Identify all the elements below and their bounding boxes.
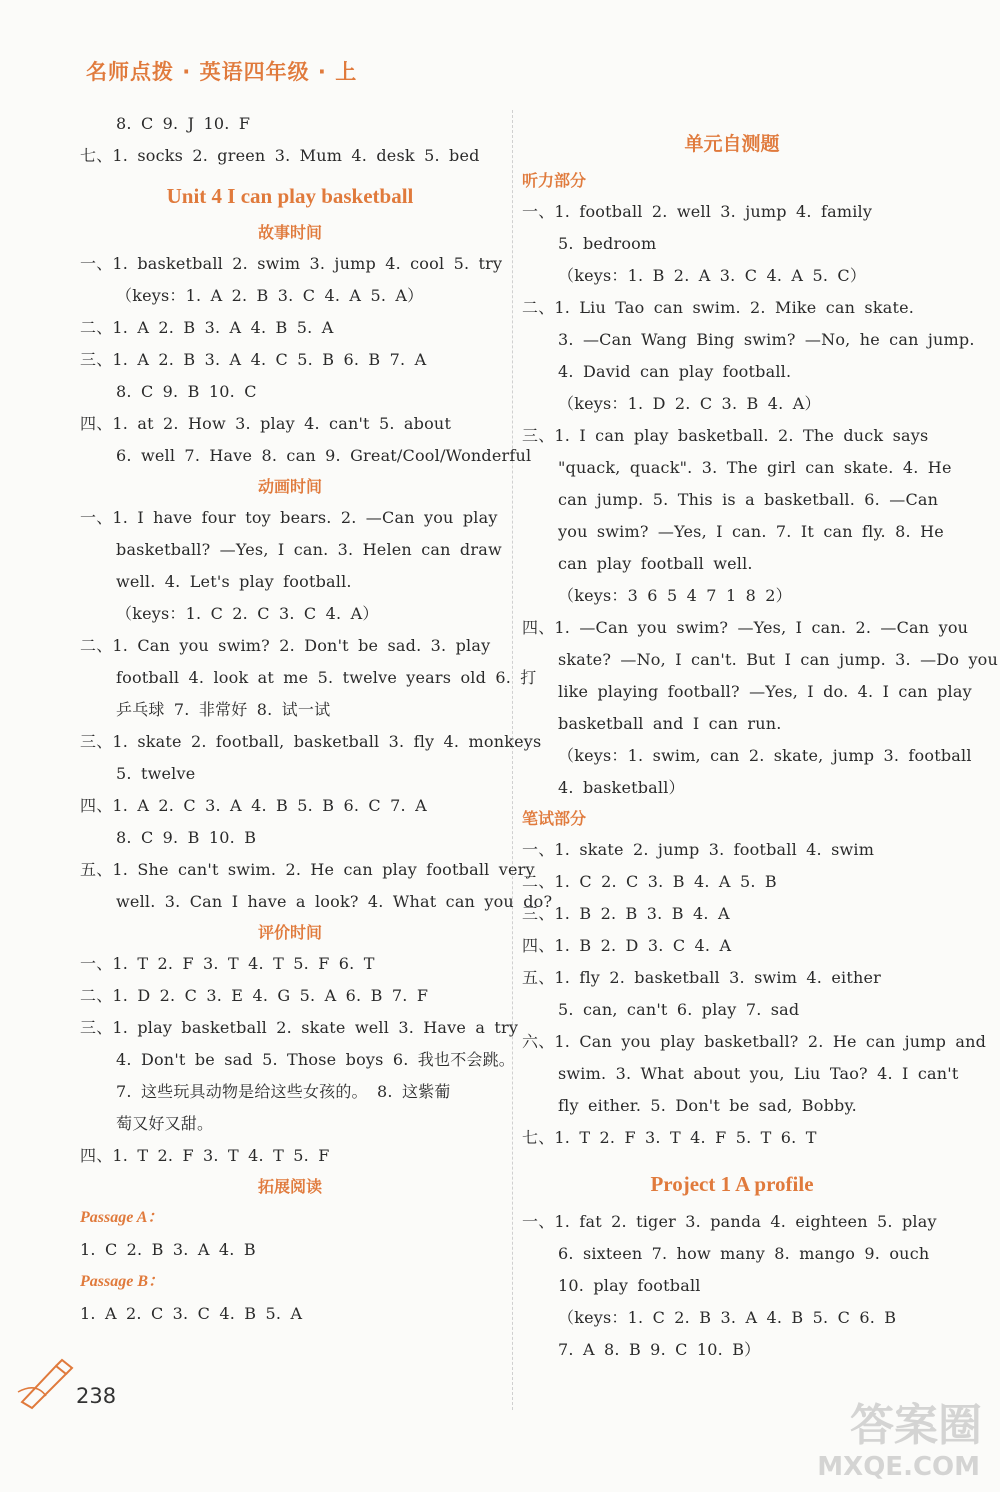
answer-line: 5. twelve — [116, 764, 196, 783]
watermark-logo: 答案圈 — [850, 1400, 982, 1451]
answer-line: 一、1. T 2. F 3. T 4. T 5. F 6. T — [80, 954, 375, 973]
answer-line: 三、1. skate 2. football, basketball 3. fly 4. monkeys — [80, 732, 542, 751]
answer-line: basketball and I can run. — [558, 714, 782, 733]
unit-test-title: 单元自测题 — [684, 133, 780, 155]
answer-line: 二、1. D 2. C 3. E 4. G 5. A 6. B 7. F — [80, 986, 429, 1005]
answer-line: 1. A 2. C 3. C 4. B 5. A — [80, 1304, 303, 1323]
answer-line: 六、1. Can you play basketball? 2. He can jump and — [522, 1032, 987, 1051]
answer-line: 5. bedroom — [558, 234, 657, 253]
answer-line: 七、1. socks 2. green 3. Mum 4. desk 5. bed — [80, 146, 480, 165]
answer-keys: 4. basketball） — [558, 778, 685, 797]
answer-line: 4. David can play football. — [558, 362, 792, 381]
answer-line: 萄又好又甜。 — [116, 1114, 214, 1133]
answer-keys: （keys：1. C 2. C 3. C 4. A） — [116, 604, 379, 623]
answer-line: 四、1. —Can you swim? —Yes, I can. 2. —Can you — [522, 618, 969, 637]
section-title-cartoon-time: 动画时间 — [257, 477, 322, 496]
answer-line: 8. C 9. B 10. C — [116, 382, 257, 401]
answer-line: 二、1. C 2. C 3. B 4. A 5. B — [522, 872, 777, 891]
watermark-url: MXQE.COM — [817, 1452, 980, 1482]
answer-line: 三、1. B 2. B 3. B 4. A — [522, 904, 730, 923]
answer-line: like playing football? —Yes, I do. 4. I can play — [558, 682, 972, 701]
answer-line: fly either. 5. Don't be sad, Bobby. — [558, 1096, 857, 1115]
answer-line: basketball? —Yes, I can. 3. Helen can draw — [116, 540, 502, 559]
answer-line: 三、1. play basketball 2. skate well 3. Have a try — [80, 1018, 519, 1037]
unit-title: Unit 4 I can play basketball — [166, 184, 414, 208]
answer-line: 七、1. T 2. F 3. T 4. F 5. T 6. T — [522, 1128, 817, 1147]
answer-line: 四、1. A 2. C 3. A 4. B 5. B 6. C 7. A — [80, 796, 427, 815]
answer-line: 二、1. Liu Tao can swim. 2. Mike can skate. — [522, 298, 915, 317]
answer-line: 三、1. A 2. B 3. A 4. C 5. B 6. B 7. A — [80, 350, 427, 369]
answer-line: 8. C 9. B 10. B — [116, 828, 257, 847]
passage-a-label: Passage A： — [80, 1209, 164, 1226]
answer-line: 三、1. I can play basketball. 2. The duck says — [522, 426, 929, 445]
answer-line: 四、1. B 2. D 3. C 4. A — [522, 936, 732, 955]
left-column — [80, 108, 553, 1330]
answer-line: swim. 3. What about you, Liu Tao? 4. I can't — [558, 1064, 959, 1083]
right-column — [522, 108, 999, 1366]
answer-line: 乒乓球 7. 非常好 8. 试一试 — [116, 700, 331, 719]
answer-line: 一、1. fat 2. tiger 3. panda 4. eighteen 5. play — [522, 1212, 937, 1231]
page-number: 238 — [76, 1384, 117, 1408]
answer-line: well. 3. Can I have a look? 4. What can you do? — [116, 892, 553, 911]
answer-line: can jump. 5. This is a basketball. 6. —Can — [558, 490, 939, 509]
answer-line: you swim? —Yes, I can. 7. It can fly. 8. He — [558, 522, 944, 541]
answer-line: 6. well 7. Have 8. can 9. Great/Cool/Wonderful — [116, 446, 532, 465]
passage-b-label: Passage B： — [80, 1273, 165, 1290]
answer-line: 1. C 2. B 3. A 4. B — [80, 1240, 256, 1259]
section-title-checkout-time: 评价时间 — [257, 923, 322, 942]
answer-line: 五、1. fly 2. basketball 3. swim 4. either — [522, 968, 881, 987]
header-title: 名师点拨 · 英语四年级 · 上 — [86, 60, 358, 84]
answer-line: 一、1. skate 2. jump 3. football 4. swim — [522, 840, 875, 859]
answer-keys: （keys：1. A 2. B 3. C 4. A 5. A） — [116, 286, 424, 305]
answer-line: 五、1. She can't swim. 2. He can play football very — [80, 860, 535, 879]
section-title-extended-reading: 拓展阅读 — [257, 1177, 322, 1196]
answer-line: "quack, quack". 3. The girl can skate. 4. He — [558, 458, 952, 477]
answer-keys: （keys：1. D 2. C 3. B 4. A） — [558, 394, 821, 413]
answer-line: well. 4. Let's play football. — [116, 572, 352, 591]
project-title: Project 1 A profile — [650, 1172, 814, 1196]
answer-line: 7. 这些玩具动物是给这些女孩的。 8. 这紫葡 — [116, 1082, 451, 1101]
answer-keys: 7. A 8. B 9. C 10. B） — [558, 1340, 761, 1359]
answer-line: 10. play football — [558, 1276, 701, 1295]
answer-line: skate? —No, I can't. But I can jump. 3. —Do you — [558, 650, 999, 669]
answer-line: can play football well. — [558, 554, 753, 573]
answer-keys: （keys：1. C 2. B 3. A 4. B 5. C 6. B — [558, 1308, 897, 1327]
answer-line: 一、1. football 2. well 3. jump 4. family — [522, 202, 873, 221]
answer-line: 3. —Can Wang Bing swim? —No, he can jump. — [558, 330, 975, 349]
answer-keys: （keys：1. swim, can 2. skate, jump 3. football — [558, 746, 972, 765]
answer-line: 一、1. I have four toy bears. 2. —Can you play — [80, 508, 498, 527]
answer-line: 6. sixteen 7. how many 8. mango 9. ouch — [558, 1244, 930, 1263]
answer-line: 二、1. A 2. B 3. A 4. B 5. A — [80, 318, 334, 337]
answer-line: 二、1. Can you swim? 2. Don't be sad. 3. play — [80, 636, 491, 655]
answer-keys: （keys：1. B 2. A 3. C 4. A 5. C） — [558, 266, 867, 285]
answer-line: 4. Don't be sad 5. Those boys 6. 我也不会跳。 — [116, 1050, 515, 1069]
answer-line: 5. can, can't 6. play 7. sad — [558, 1000, 800, 1019]
answer-line: football 4. look at me 5. twelve years old 6. 打 — [116, 668, 537, 687]
answer-keys: （keys：3 6 5 4 7 1 8 2） — [558, 586, 792, 605]
answer-line: 8. C 9. J 10. F — [116, 114, 251, 133]
section-title-story-time: 故事时间 — [257, 223, 322, 242]
listening-section-label: 听力部分 — [522, 171, 587, 190]
writing-section-label: 笔试部分 — [522, 809, 587, 828]
answer-line: 四、1. T 2. F 3. T 4. T 5. F — [80, 1146, 330, 1165]
answer-line: 一、1. basketball 2. swim 3. jump 4. cool 5. try — [80, 254, 503, 273]
column-divider — [512, 110, 513, 1410]
answer-line: 四、1. at 2. How 3. play 4. can't 5. about — [80, 414, 452, 433]
